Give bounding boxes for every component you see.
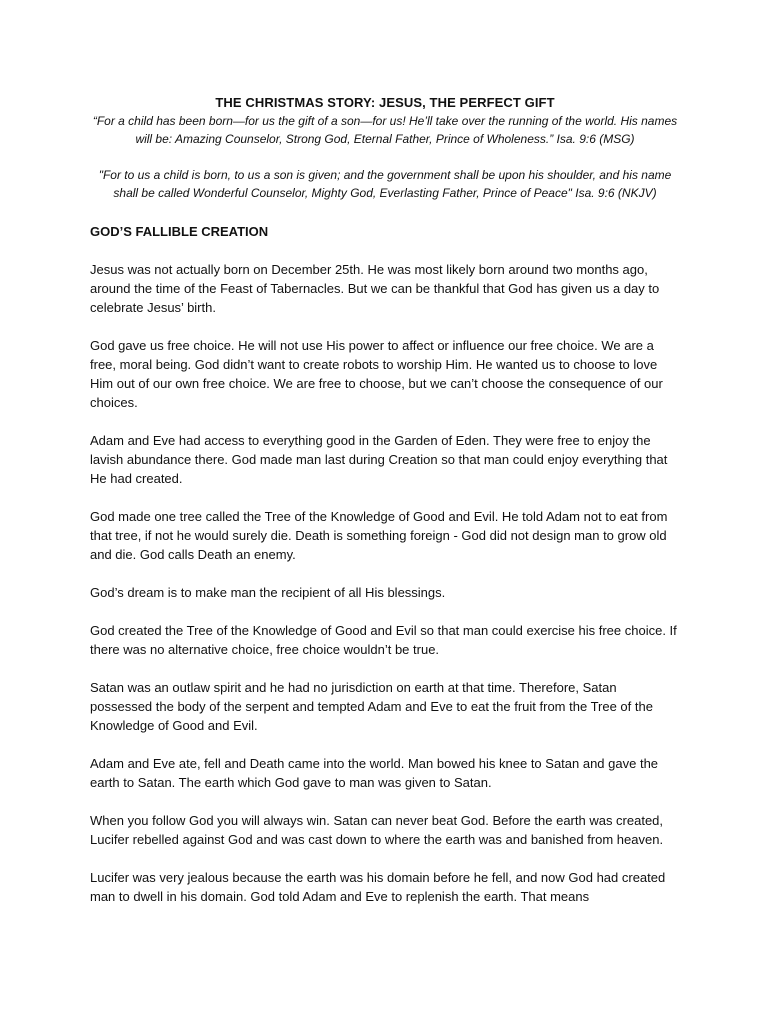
- section-heading: GOD’S FALLIBLE CREATION: [90, 224, 269, 239]
- document-page: [90, 88, 680, 906]
- paragraph: Satan was an outlaw spirit and he had no jurisdiction on earth at that time. Therefore, Satan possessed the body of the serpent and tempted Adam and Eve to eat the fruit from the Tree of the Knowledge of Good and Evil.: [90, 680, 653, 733]
- paragraph: God made one tree called the Tree of the Knowledge of Good and Evil. He told Adam not to eat from that tree, if not he would surely die. Death is something foreign - God did not design man to grow old and die. God calls Death an enemy.: [90, 509, 668, 562]
- paragraph: God gave us free choice. He will not use His power to affect or influence our free choice. We are a free, moral being. God didn’t want to create robots to worship Him. He wanted us to choose to love Him out of our own free choice. We are free to choose, but we can’t choose the consequence of our choices.: [90, 338, 663, 410]
- paragraph: Jesus was not actually born on December 25th. He was most likely born around two months ago, around the time of the Feast of Tabernacles. But we can be thankful that God has given us a day to celebrate Jesus’ birth.: [90, 262, 660, 315]
- document-title: THE CHRISTMAS STORY: JESUS, THE PERFECT GIFT: [215, 95, 555, 110]
- paragraph: Lucifer was very jealous because the earth was his domain before he fell, and now God had created man to dwell in his domain. God told Adam and Eve to replenish the earth. That means: [90, 870, 666, 904]
- paragraph: God created the Tree of the Knowledge of Good and Evil so that man could exercise his free choice. If there was no alternative choice, free choice wouldn’t be true.: [90, 623, 677, 657]
- paragraph: When you follow God you will always win. Satan can never beat God. Before the earth was created, Lucifer rebelled against God and was cast down to where the earth was and banished from heaven.: [90, 813, 664, 847]
- paragraph: God’s dream is to make man the recipient of all His blessings.: [90, 585, 446, 600]
- scripture-quote-msg: “For a child has been born—for us the gift of a son—for us! He’ll take over the running of the world. His names will be: Amazing Counselor, Strong God, Eternal Father, Prince of Wholeness.” Isa. 9:6 (MSG): [92, 114, 678, 146]
- scripture-quote-nkjv: "For to us a child is born, to us a son is given; and the government shall be upon his shoulder, and his name shall be called Wonderful Counselor, Mighty God, Everlasting Father, Prince of Peace" Isa. 9:6 (NKJV): [98, 168, 672, 200]
- paragraph: Adam and Eve had access to everything good in the Garden of Eden. They were free to enjoy the lavish abundance there. God made man last during Creation so that man could enjoy everything that He had created.: [90, 433, 668, 486]
- paragraph: Adam and Eve ate, fell and Death came into the world. Man bowed his knee to Satan and gave the earth to Satan. The earth which God gave to man was given to Satan.: [90, 756, 659, 790]
